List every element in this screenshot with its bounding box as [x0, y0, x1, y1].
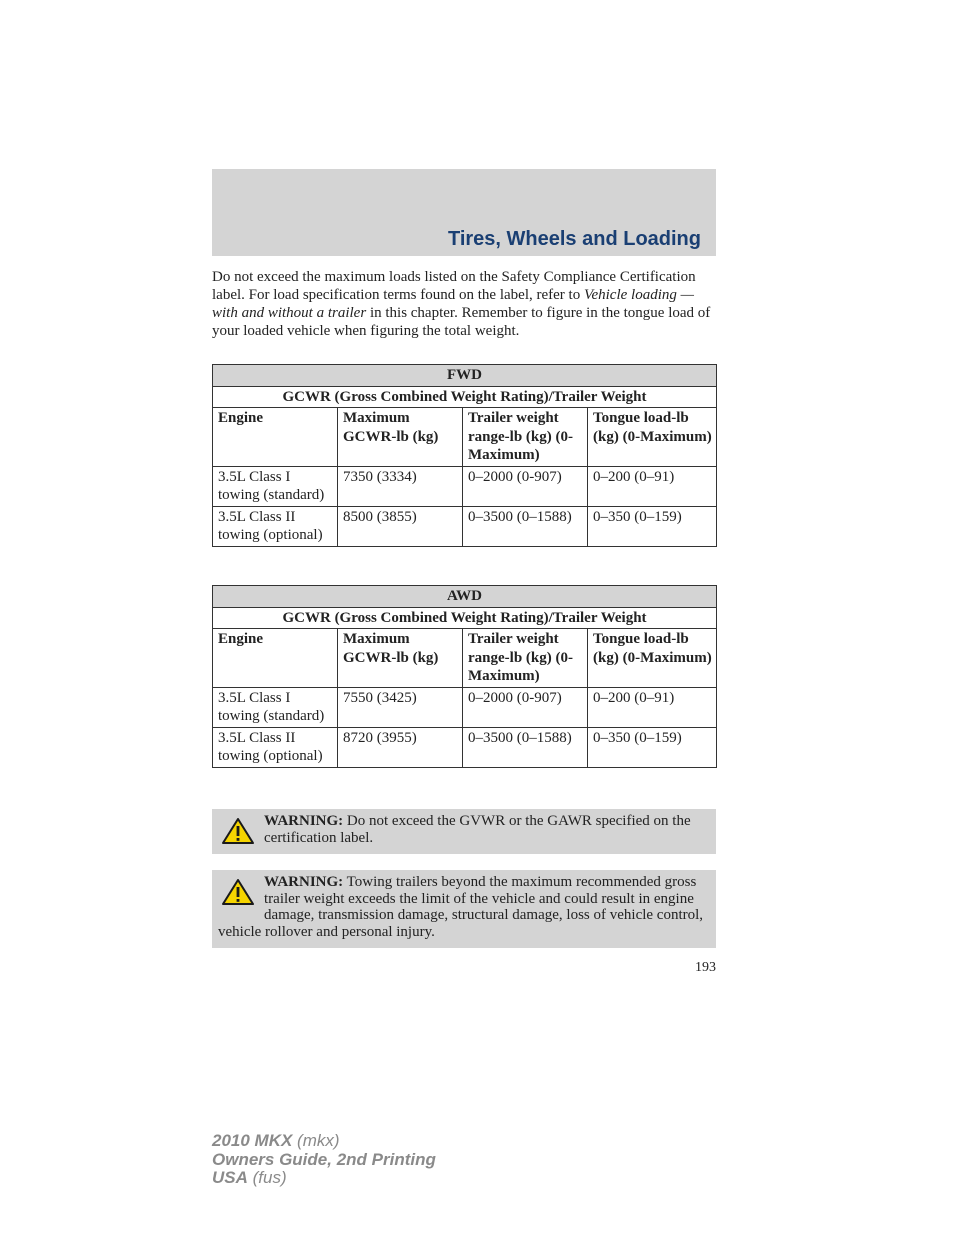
fwd-towing-table: [212, 364, 717, 547]
table-cell: 0–200 (0–91): [588, 687, 717, 727]
table-cell: 3.5L Class II towing (optional): [213, 506, 338, 546]
footer-guide: Owners Guide, 2nd Printing: [212, 1149, 436, 1169]
table-cell: 0–3500 (0–1588): [463, 506, 588, 546]
table-cell: 0–3500 (0–1588): [463, 727, 588, 767]
footer-line-market: [212, 1169, 436, 1188]
table-cell: 7550 (3425): [338, 687, 463, 727]
table-cell: 7350 (3334): [338, 466, 463, 506]
intro-text-part1: Do not exceed the maximum loads listed on the Safety Compliance Certification label. For load specification terms found on the label, refer to: [212, 269, 696, 303]
table-row: [213, 727, 717, 767]
warning-box: [212, 809, 716, 854]
intro-paragraph: [212, 268, 716, 340]
table-cell: 3.5L Class I towing (standard): [213, 466, 338, 506]
warning-triangle-icon: [221, 878, 255, 906]
warning-text: Do not exceed the GVWR or the GAWR specified on the certification label.: [264, 813, 691, 846]
table-cell: 0–2000 (0-907): [463, 466, 588, 506]
warning-label: WARNING:: [264, 813, 344, 829]
table-cell: 8500 (3855): [338, 506, 463, 546]
table-cell: 3.5L Class I towing (standard): [213, 687, 338, 727]
footer-line-guide: [212, 1151, 436, 1170]
column-header-engine: Engine: [213, 408, 338, 467]
column-header-tongue-load: Tongue load-lb (kg) (0-Maximum): [588, 629, 717, 688]
intro-cross-reference: Vehicle loading — with and without a trailer: [212, 287, 694, 321]
table-header-row: [213, 408, 717, 467]
footer-market: USA: [212, 1168, 248, 1187]
table-cell: 0–350 (0–159): [588, 506, 717, 546]
footer-model: 2010 MKX: [212, 1131, 293, 1150]
table-cell: 0–350 (0–159): [588, 727, 717, 767]
table-cell: 8720 (3955): [338, 727, 463, 767]
column-header-trailer-weight: Trailer weight range-lb (kg) (0-Maximum): [463, 408, 588, 467]
column-header-trailer-weight: Trailer weight range-lb (kg) (0-Maximum): [463, 629, 588, 688]
footer-market-code: (fus): [247, 1168, 287, 1187]
table-drive-heading: AWD: [213, 586, 717, 608]
column-header-max-gcwr: Maximum GCWR-lb (kg): [338, 408, 463, 467]
table-cell: 0–2000 (0-907): [463, 687, 588, 727]
column-header-tongue-load: Tongue load-lb (kg) (0-Maximum): [588, 408, 717, 467]
table-subtitle: GCWR (Gross Combined Weight Rating)/Trailer Weight: [213, 386, 717, 408]
table-cell: 3.5L Class II towing (optional): [213, 727, 338, 767]
column-header-max-gcwr: Maximum GCWR-lb (kg): [338, 629, 463, 688]
intro-text-part2: in this chapter. Remember to figure in the tongue load of your loaded vehicle when figuring the total weight.: [212, 305, 711, 339]
warning-text: Towing trailers beyond the maximum recommended gross trailer weight exceeds the limit of the vehicle and could result in engine damage, transmission damage, structural damage, loss of vehicle control, vehicle rollover and personal injury.: [218, 874, 704, 940]
section-title: Tires, Wheels and Loading: [447, 228, 701, 250]
warning-triangle-icon: [221, 817, 255, 845]
column-header-engine: Engine: [213, 629, 338, 688]
footer-line-model: [212, 1132, 436, 1151]
table-header-row: [213, 629, 717, 688]
table-cell: 0–200 (0–91): [588, 466, 717, 506]
page-number: 193: [695, 960, 716, 975]
table-row: [213, 506, 717, 546]
document-footer: [212, 1132, 436, 1188]
table-row: [213, 687, 717, 727]
table-subtitle: GCWR (Gross Combined Weight Rating)/Trailer Weight: [213, 607, 717, 629]
warning-label: WARNING:: [264, 874, 344, 890]
table-drive-heading: FWD: [213, 365, 717, 387]
warning-box: [212, 870, 716, 948]
awd-towing-table: [212, 585, 717, 768]
table-row: [213, 466, 717, 506]
section-header-band: [212, 169, 716, 256]
footer-model-code: (mkx): [292, 1131, 340, 1150]
